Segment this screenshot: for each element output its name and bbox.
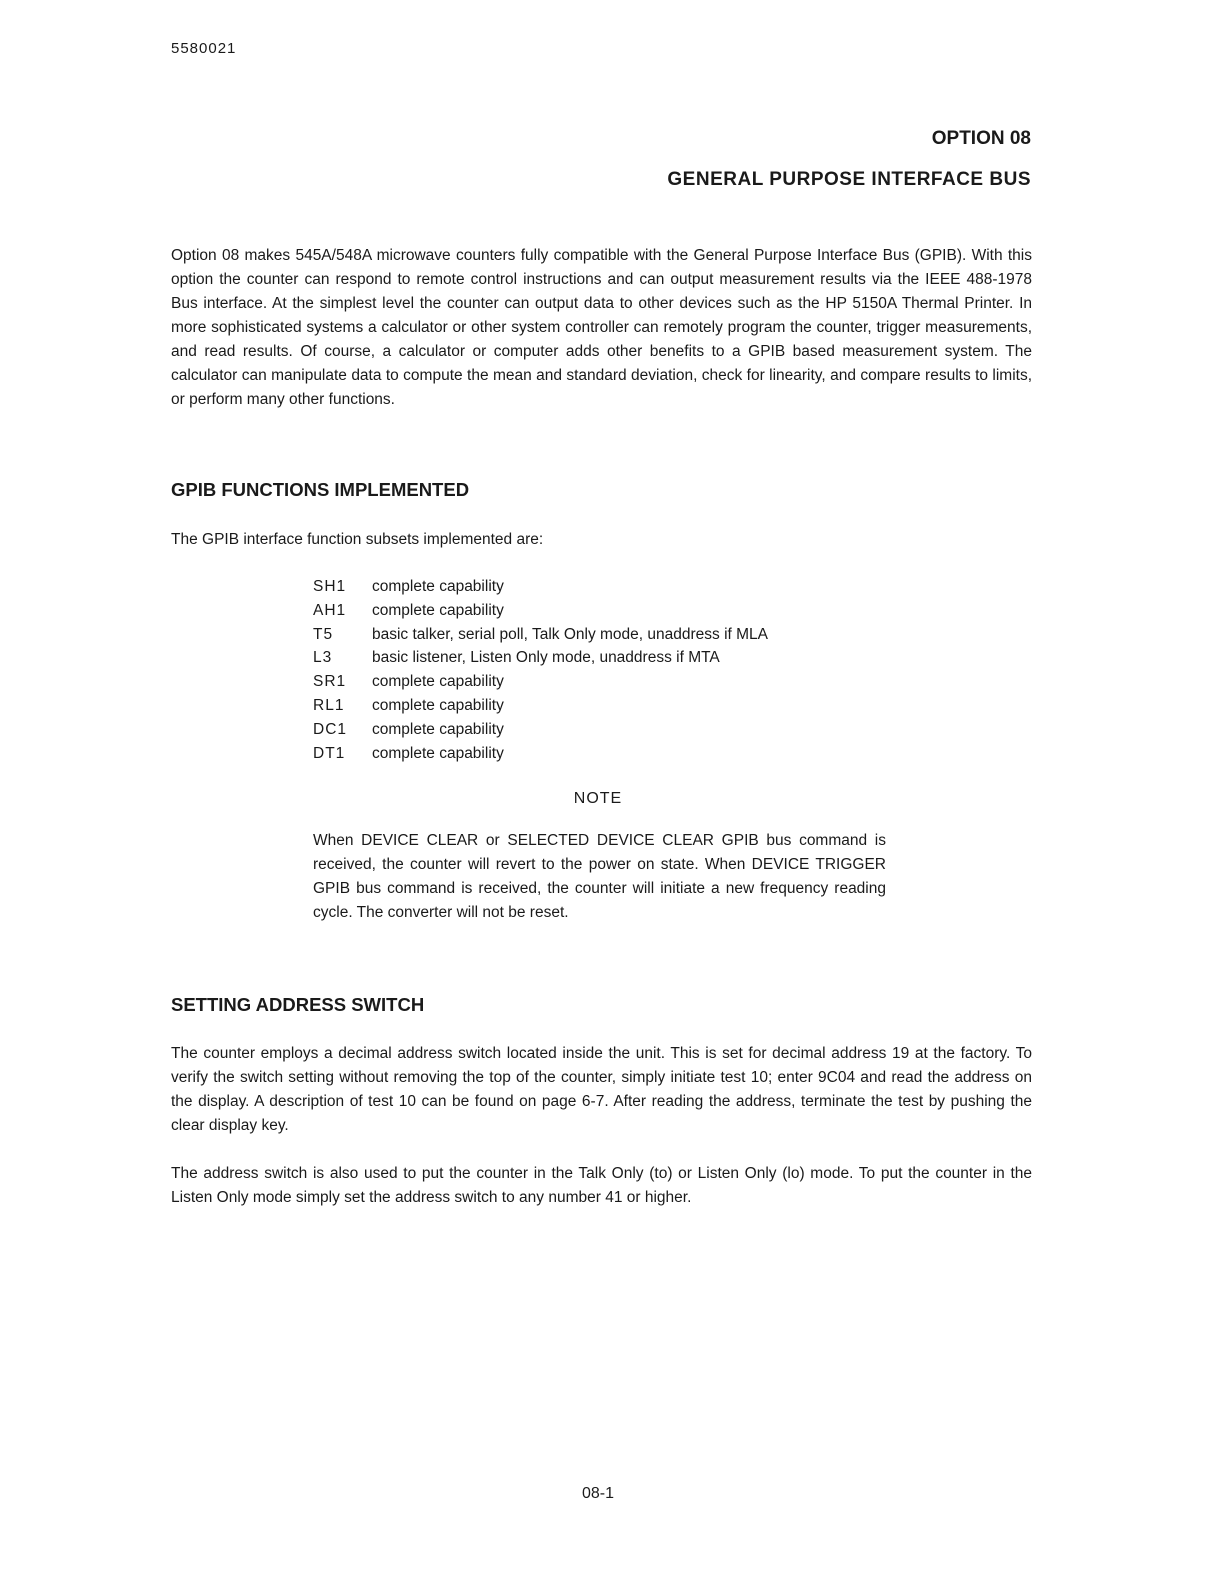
subset-code: RL1 xyxy=(313,696,345,714)
subset-description: basic listener, Listen Only mode, unaddress if MTA xyxy=(372,649,720,667)
list-item xyxy=(313,718,768,742)
address-switch-paragraph-1: The counter employs a decimal address switch located inside the unit. This is set for decimal address 19 at the factory. To verify the switch setting without removing the top of the counter, simply initiate test 10; enter 9C04 and read the address on the display. A description of test 10 can be found on page 6-7. After reading the address, terminate the test by pushing the clear display key. xyxy=(171,1045,1032,1134)
gpib-functions-heading: GPIB FUNCTIONS IMPLEMENTED xyxy=(171,479,470,500)
subset-code: T5 xyxy=(313,625,334,643)
list-item xyxy=(313,599,768,623)
note-title: NOTE xyxy=(573,790,623,807)
subset-description: basic talker, serial poll, Talk Only mode, unaddress if MLA xyxy=(372,625,769,643)
subset-code: DC1 xyxy=(313,720,348,738)
function-subset-list xyxy=(313,575,768,765)
address-switch-paragraph-2: The address switch is also used to put the counter in the Talk Only (to) or Listen Only (lo) mode. To put the counter in the Listen Only mode simply set the address switch to any number 41 or higher. xyxy=(171,1165,1032,1206)
list-item xyxy=(313,742,768,766)
list-item xyxy=(313,623,768,647)
page-number: 08-1 xyxy=(581,1485,615,1502)
subset-description: complete capability xyxy=(372,720,504,738)
subset-description: complete capability xyxy=(372,744,504,762)
gpib-functions-intro: The GPIB interface function subsets implemented are: xyxy=(171,531,544,548)
subset-description: complete capability xyxy=(372,696,504,714)
note-text: When DEVICE CLEAR or SELECTED DEVICE CLEAR GPIB bus command is received, the counter will revert to the power on state. When DEVICE TRIGGER GPIB bus command is received, the counter will initiate a new frequency reading cycle. The converter will not be reset. xyxy=(313,832,886,921)
subset-code: L3 xyxy=(313,649,333,667)
option-title: OPTION 08 xyxy=(931,128,1031,149)
subset-code: SR1 xyxy=(313,673,347,691)
document-number: 5580021 xyxy=(171,40,237,57)
subset-code: DT1 xyxy=(313,744,346,762)
subset-code: SH1 xyxy=(313,578,347,595)
list-item xyxy=(313,694,768,718)
subset-description: complete capability xyxy=(372,601,504,619)
list-item xyxy=(313,670,768,694)
list-item xyxy=(313,575,768,599)
option-subtitle: GENERAL PURPOSE INTERFACE BUS xyxy=(667,169,1031,190)
subset-code: AH1 xyxy=(313,601,347,619)
subset-description: complete capability xyxy=(372,673,504,691)
intro-paragraph: Option 08 makes 545A/548A microwave counters fully compatible with the General Purpose Interface Bus (GPIB). With this option the counter can respond to remote control instructions and can output measurement results via the IEEE 488-1978 Bus interface. At the simplest level the counter can output data to other devices such as the HP 5150A Thermal Printer. In more sophisticated systems a calculator or other system controller can remotely program the counter, trigger measurements, and read results. Of course, a calculator or computer adds other benefits to a GPIB based measurement system. The calculator can manipulate data to compute the mean and standard deviation, check for linearity, and compare results to limits, or perform many other functions. xyxy=(171,247,1032,408)
title-block xyxy=(667,128,1031,191)
subset-description: complete capability xyxy=(372,578,504,595)
list-item xyxy=(313,646,768,670)
address-switch-heading: SETTING ADDRESS SWITCH xyxy=(171,994,425,1015)
